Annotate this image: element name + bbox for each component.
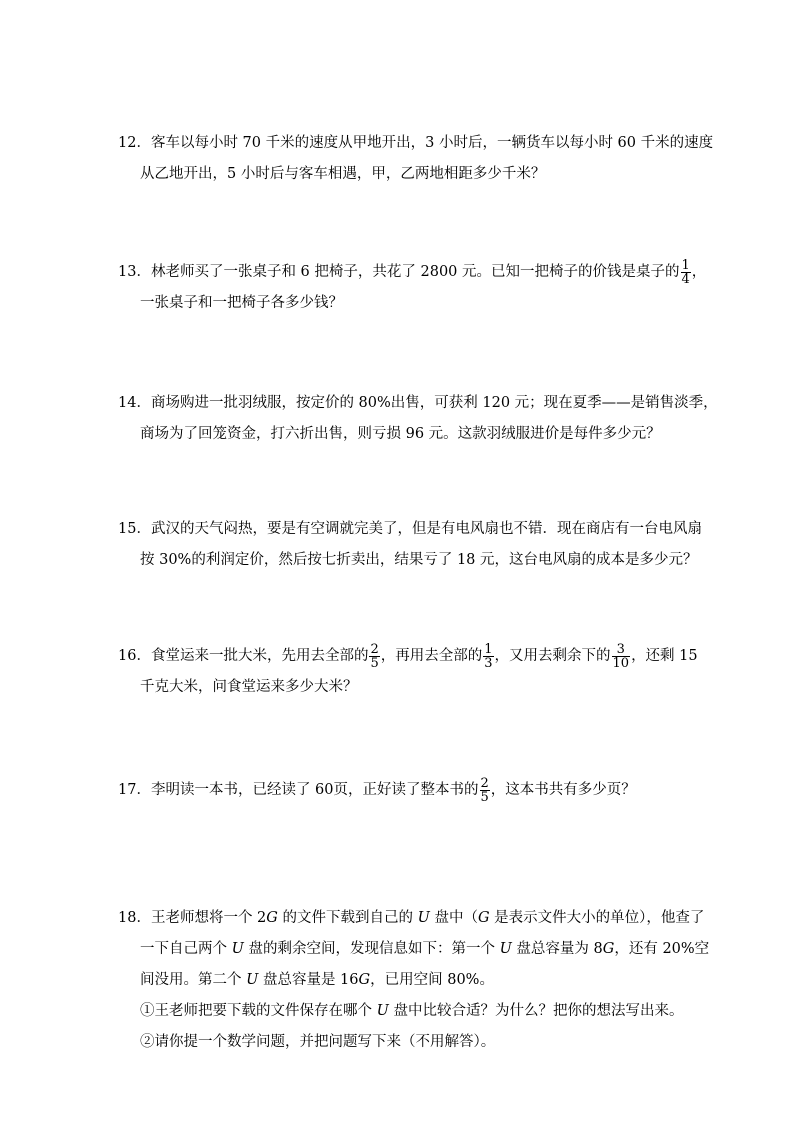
fraction-two-fifths: $\frac{2}{5}$ <box>370 641 379 671</box>
q18-var-g: G <box>358 972 371 988</box>
fraction-three-tenths: $\frac{3}{10}$ <box>612 641 630 671</box>
question-16 <box>118 641 698 703</box>
q18-var-g: G <box>602 941 615 957</box>
q18-text: 是表示文件大小的单位），他查了 <box>489 910 705 926</box>
q18-text: 的文件下载到自己的 <box>277 910 418 926</box>
q18-text: 一下自己两个 <box>140 941 232 957</box>
q18-var-u: U <box>417 910 430 926</box>
q18-var-g: G <box>266 910 278 926</box>
q18-text: ，已用空间 80%。 <box>370 972 494 988</box>
question-13-line-2: 一张桌子和一把椅子各多少钱？ <box>140 295 343 311</box>
question-16-text-b: ，再用去全部的 <box>380 648 483 664</box>
question-16-text-d: ，还剩 15 <box>631 648 698 664</box>
q18-text: 盘的剩余空间，发现信息如下：第一个 <box>243 941 500 957</box>
question-18-line-2 <box>118 934 710 965</box>
question-17-text-b: ，这本书共有多少页？ <box>490 782 636 798</box>
q18-text: 18．王老师想将一个 2 <box>118 910 267 926</box>
q18-text: 盘总容量是 16 <box>258 972 359 988</box>
q18-text: 盘中比较合适？为什么？把你的想法写出来。 <box>388 1003 684 1019</box>
q18-text: 盘中（ <box>429 910 478 926</box>
question-18-line-3 <box>118 965 678 996</box>
question-14-line-1: 14．商场购进一批羽绒服，按定价的 80%出售，可获利 120 元；现在夏季——是销售淡季， <box>118 395 718 411</box>
question-17 <box>118 775 678 806</box>
question-14 <box>118 388 718 450</box>
question-15 <box>118 514 702 576</box>
question-13-text-b: ， <box>691 264 707 280</box>
q18-var-u: U <box>246 972 259 988</box>
question-14-line-2: 商场为了回笼资金，打六折出售，则亏损 96 元。这款羽绒服进价是每件多少元？ <box>140 426 661 442</box>
q18-text: ①王老师把要下载的文件保存在哪个 <box>140 1003 377 1019</box>
q18-text: 间没用。第二个 <box>140 972 247 988</box>
question-16-text-c: ，又用去剩余下的 <box>494 648 611 664</box>
q18-var-u: U <box>376 1003 389 1019</box>
q18-text: ，还有 20%空 <box>614 941 710 957</box>
question-12 <box>118 128 714 190</box>
fraction-two-fifths: $\frac{2}{5}$ <box>480 775 489 805</box>
q18-var-u: U <box>231 941 244 957</box>
question-16-line-1 <box>118 641 698 672</box>
question-18-subquestion-1 <box>118 996 684 1027</box>
question-18 <box>118 903 710 1058</box>
question-12-line-2: 从乙地开出，5 小时后与客车相遇，甲，乙两地相距多少千米？ <box>140 166 546 182</box>
q18-text: 盘总容量为 8 <box>511 941 603 957</box>
question-12-line-1: 12．客车以每小时 70 千米的速度从甲地开出，3 小时后，一辆货车以每小时 60 千米的速度 <box>118 135 714 151</box>
q18-var-g: G <box>477 910 490 926</box>
question-16-line-2: 千克大米，问食堂运来多少大米？ <box>140 679 358 695</box>
question-13-line-1 <box>118 257 707 288</box>
question-17-text-a: 17．李明读一本书，已经读了 60页，正好读了整本书的 <box>118 782 479 798</box>
q18-var-u: U <box>499 941 512 957</box>
question-13 <box>118 257 707 319</box>
question-18-subquestion-2: ②请你提一个数学问题，并把问题写下来（不用解答）。 <box>140 1034 496 1050</box>
question-15-line-1: 15．武汉的天气闷热，要是有空调就完美了，但是有电风扇也不错．现在商店有一台电风扇 <box>118 521 702 537</box>
fraction-one-third: $\frac{1}{3}$ <box>484 641 493 671</box>
question-13-text-a: 13．林老师买了一张桌子和 6 把椅子，共花了 2800 元。已知一把椅子的价钱是桌子的 <box>118 264 680 280</box>
question-17-line-1 <box>118 775 678 806</box>
fraction-one-quarter: $\frac{1}{4}$ <box>681 257 690 287</box>
question-16-text-a: 16．食堂运来一批大米，先用去全部的 <box>118 648 369 664</box>
question-15-line-2: 按 30%的利润定价，然后按七折卖出，结果亏了 18 元，这台电风扇的成本是多少元？ <box>140 552 698 568</box>
question-18-line-1 <box>118 903 705 934</box>
